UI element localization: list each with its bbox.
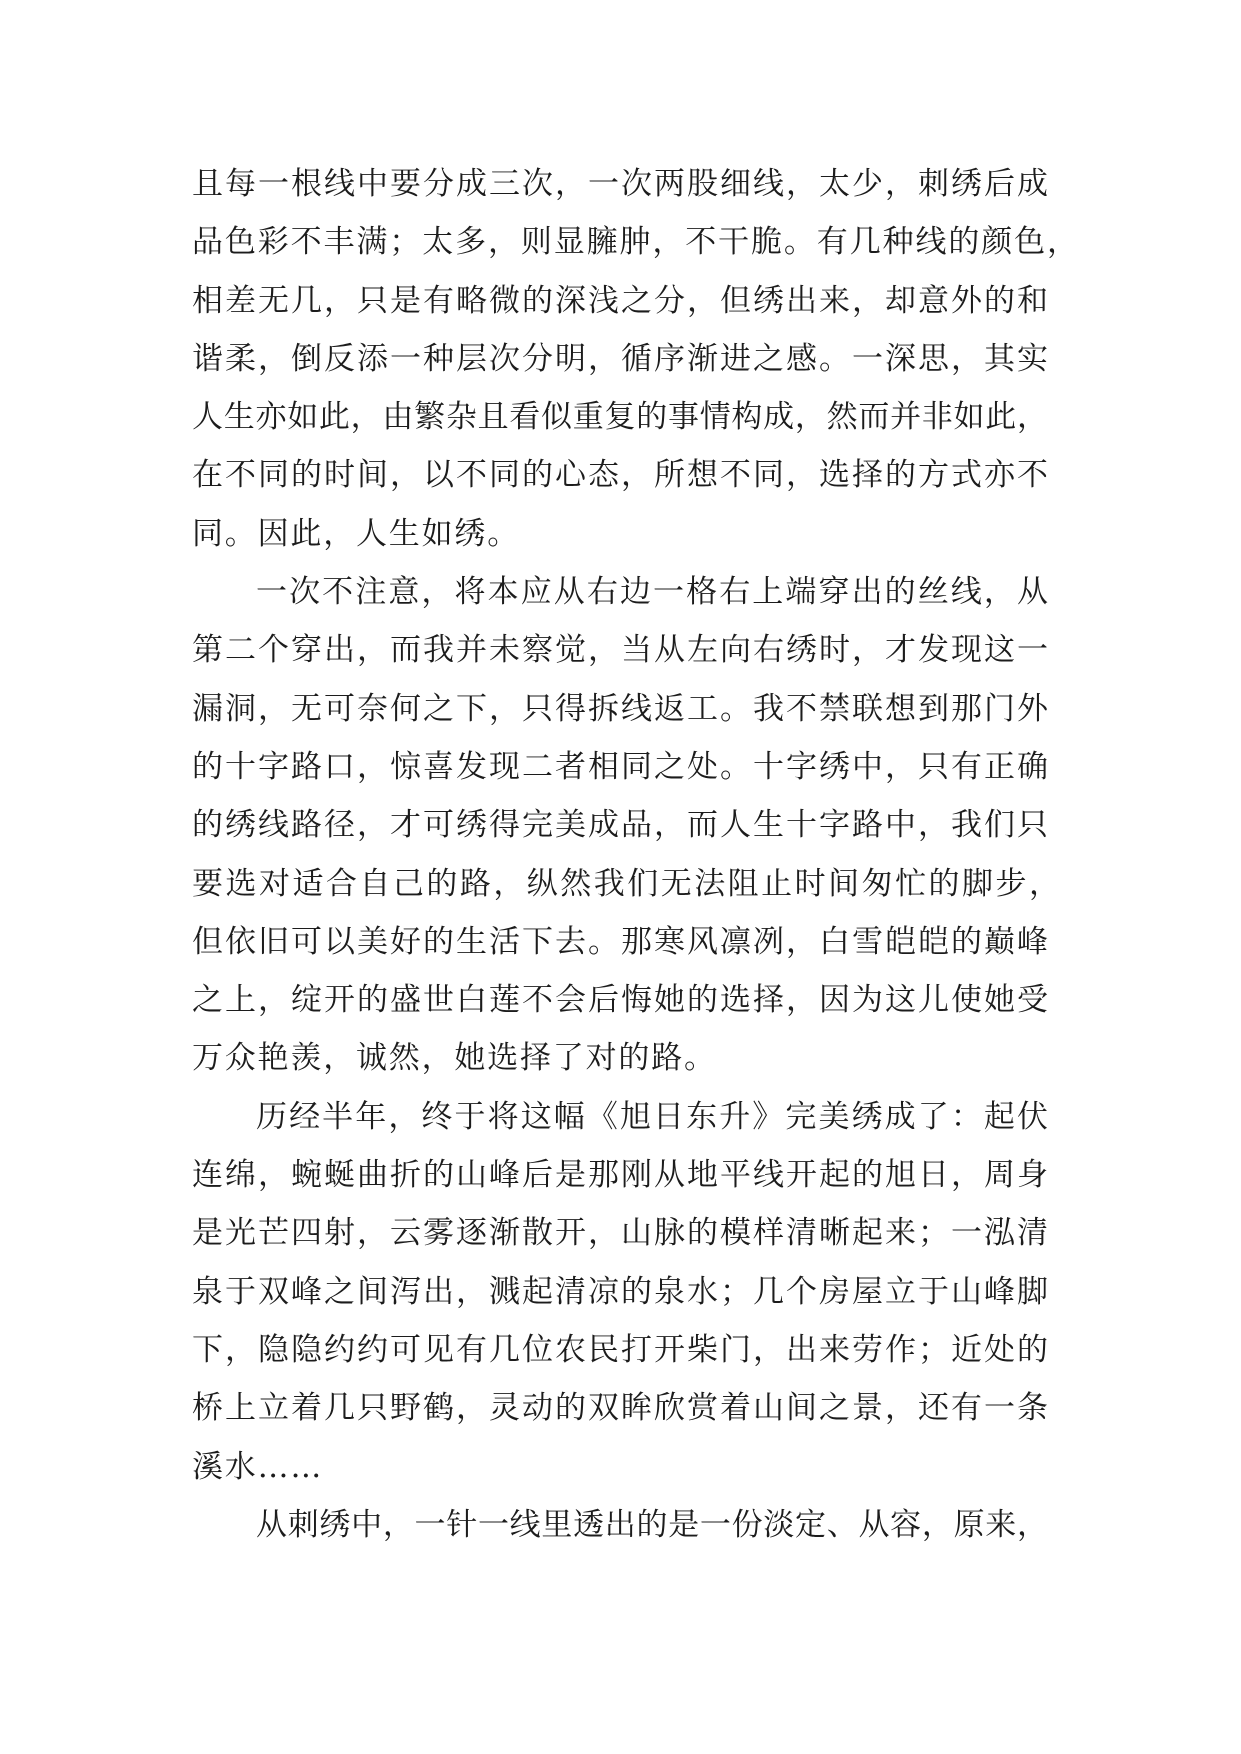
text-line: 相差无几，只是有略微的深浅之分，但绣出来，却意外的和 xyxy=(192,282,1048,319)
text-line: 是光芒四射，云雾逐渐散开，山脉的模样清晰起来；一泓清 xyxy=(192,1215,1048,1252)
text-line: 下，隐隐约约可见有几位农民打开柴门，出来劳作；近处的 xyxy=(192,1331,1048,1368)
text-line: 人生亦如此，由繁杂且看似重复的事情构成，然而并非如此， xyxy=(192,399,1048,436)
text-line: 且每一根线中要分成三次，一次两股细线，太少，刺绣后成 xyxy=(192,166,1048,202)
text-line: 的绣线路径，才可绣得完美成品，而人生十字路中，我们只 xyxy=(192,807,1048,844)
text-line: 历经半年，终于将这幅《旭日东升》完美绣成了：起伏 xyxy=(256,1098,1048,1135)
text-line: 同。因此，人生如绣。 xyxy=(192,515,520,552)
paragraph xyxy=(192,563,1092,1088)
text-line: 从刺绣中，一针一线里透出的是一份淡定、从容，原来， xyxy=(256,1506,1048,1543)
text-line: 溪水…… xyxy=(192,1448,324,1485)
text-line: 桥上立着几只野鹤，灵动的双眸欣赏着山间之景，还有一条 xyxy=(192,1390,1048,1427)
paragraph xyxy=(192,1496,1092,1554)
text-line: 泉于双峰之间泻出，溅起清凉的泉水；几个房屋立于山峰脚 xyxy=(192,1273,1048,1310)
text-line: 要选对适合自己的路，纵然我们无法阻止时间匆忙的脚步， xyxy=(192,865,1060,902)
text-line: 但依旧可以美好的生活下去。那寒风凛冽，白雪皑皑的巅峰 xyxy=(192,923,1048,960)
text-line: 万众艳羡，诚然，她选择了对的路。 xyxy=(192,1040,717,1077)
paragraph xyxy=(192,1088,1092,1496)
text-line: 品色彩不丰满；太多，则显臃肿，不干脆。有几种线的颜色， xyxy=(192,224,1078,261)
text-line: 一次不注意，将本应从右边一格右上端穿出的丝线，从 xyxy=(256,574,1048,611)
text-line: 第二个穿出，而我并未察觉，当从左向右绣时，才发现这一 xyxy=(192,632,1048,669)
document-body xyxy=(192,155,1092,1554)
text-line: 谐柔，倒反添一种层次分明，循序渐进之感。一深思，其实 xyxy=(192,340,1048,377)
text-line: 的十字路口，惊喜发现二者相同之处。十字绣中，只有正确 xyxy=(192,748,1048,785)
paragraph xyxy=(192,155,1092,563)
text-line: 漏洞，无可奈何之下，只得拆线返工。我不禁联想到那门外 xyxy=(192,690,1048,727)
text-line: 连绵，蜿蜒曲折的山峰后是那刚从地平线开起的旭日，周身 xyxy=(192,1157,1048,1194)
text-line: 之上，绽开的盛世白莲不会后悔她的选择，因为这儿使她受 xyxy=(192,982,1048,1019)
text-line: 在不同的时间，以不同的心态，所想不同，选择的方式亦不 xyxy=(192,457,1048,494)
